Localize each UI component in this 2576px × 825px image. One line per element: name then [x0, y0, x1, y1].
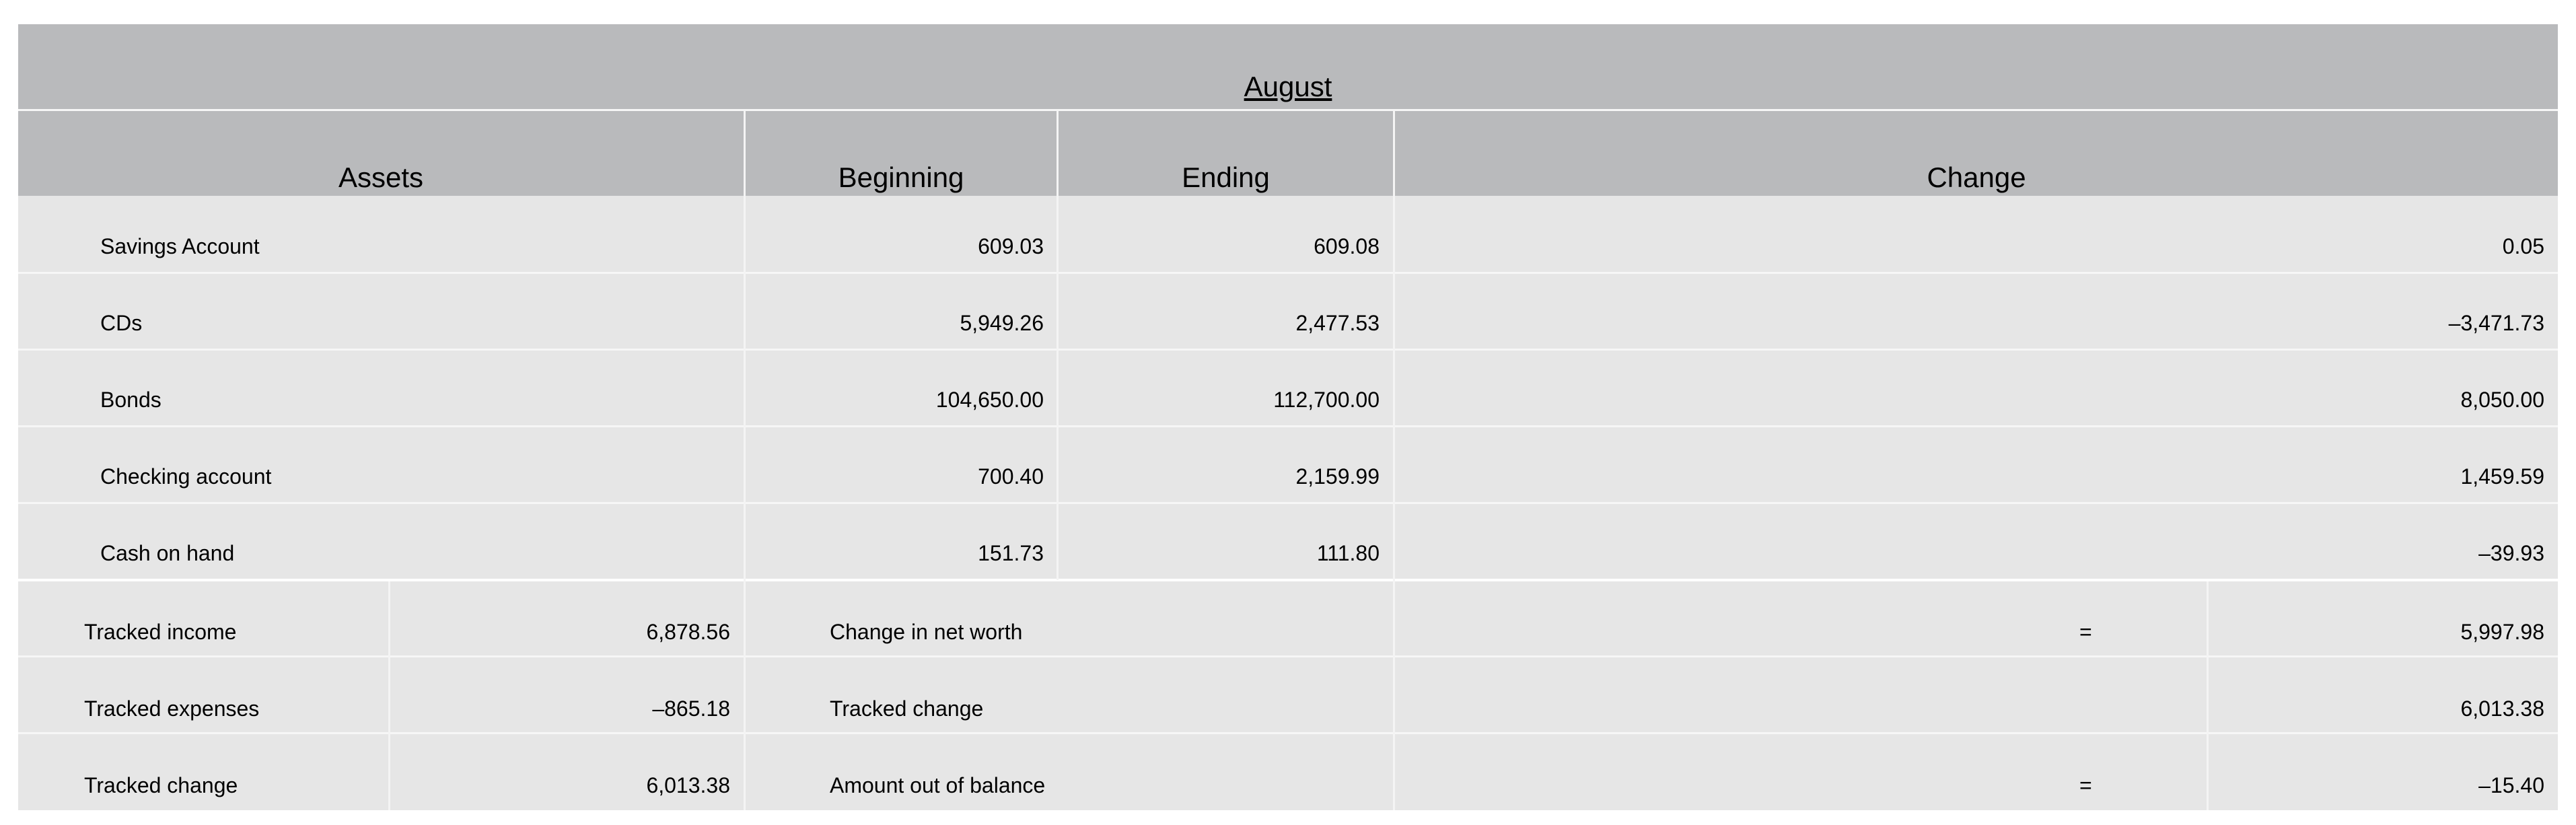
header-assets[interactable]	[18, 110, 744, 196]
asset-ending-bonds[interactable]: 112,700.00	[1273, 388, 1380, 412]
spreadsheet-table	[18, 24, 2558, 810]
asset-change-bonds[interactable]: 8,050.00	[2460, 388, 2544, 412]
summary-equals-net-worth[interactable]: =	[2079, 620, 2092, 644]
summary-label-tracked-change[interactable]: Tracked change	[830, 696, 984, 721]
asset-name-cds[interactable]: CDs	[100, 311, 143, 335]
asset-beginning-savings[interactable]: 609.03	[978, 234, 1044, 258]
header-beginning-label: Beginning	[838, 161, 964, 193]
column-divider	[1393, 110, 1395, 810]
asset-change-cds[interactable]: –3,471.73	[2448, 311, 2544, 335]
row-divider	[18, 732, 2558, 734]
header-change[interactable]	[1395, 110, 2558, 196]
row-divider	[18, 425, 2558, 427]
asset-name-bonds[interactable]: Bonds	[100, 388, 162, 412]
summary-label-expenses[interactable]: Tracked expenses	[84, 696, 260, 721]
row-divider	[18, 349, 2558, 351]
asset-beginning-checking[interactable]: 700.40	[978, 464, 1044, 489]
row-divider	[18, 655, 2558, 657]
asset-name-savings[interactable]: Savings Account	[100, 234, 260, 258]
header-ending[interactable]	[1059, 110, 1393, 196]
table-title[interactable]: August	[1244, 71, 1332, 102]
column-divider	[744, 110, 746, 810]
row-divider	[18, 272, 2558, 274]
summary-label-net-worth[interactable]: Change in net worth	[830, 620, 1023, 644]
header-change-label: Change	[1927, 161, 2026, 193]
asset-ending-cds[interactable]: 2,477.53	[1295, 311, 1380, 335]
summary-value-expenses[interactable]: –865.18	[652, 696, 730, 721]
header-ending-label: Ending	[1182, 161, 1270, 193]
row-divider	[18, 109, 2558, 111]
row-divider	[18, 502, 2558, 504]
summary-label-out-of-balance[interactable]: Amount out of balance	[830, 773, 1046, 797]
summary-value-net-worth[interactable]: 5,997.98	[2460, 620, 2544, 644]
header-beginning[interactable]	[746, 110, 1057, 196]
asset-beginning-bonds[interactable]: 104,650.00	[935, 388, 1044, 412]
asset-ending-cash[interactable]: 111.80	[1316, 541, 1380, 565]
summary-value-tracked-change[interactable]: 6,013.38	[2460, 696, 2544, 721]
summary-value-change[interactable]: 6,013.38	[646, 773, 730, 797]
table-title-band	[18, 24, 2558, 109]
asset-name-cash[interactable]: Cash on hand	[100, 541, 235, 565]
asset-change-savings[interactable]: 0.05	[2502, 234, 2544, 258]
summary-value-income[interactable]: 6,878.56	[646, 620, 730, 644]
header-assets-label: Assets	[338, 161, 424, 193]
summary-value-out-of-balance[interactable]: –15.40	[2478, 773, 2544, 797]
asset-change-checking[interactable]: 1,459.59	[2460, 464, 2544, 489]
asset-ending-savings[interactable]: 609.08	[1314, 234, 1380, 258]
summary-equals-out-of-balance[interactable]: =	[2079, 773, 2092, 797]
column-divider	[1057, 110, 1059, 580]
summary-label-income[interactable]: Tracked income	[84, 620, 237, 644]
asset-name-checking[interactable]: Checking account	[100, 464, 272, 489]
asset-ending-checking[interactable]: 2,159.99	[1295, 464, 1380, 489]
summary-label-change[interactable]: Tracked change	[84, 773, 238, 797]
asset-beginning-cds[interactable]: 5,949.26	[960, 311, 1044, 335]
asset-change-cash[interactable]: –39.93	[2478, 541, 2544, 565]
asset-beginning-cash[interactable]: 151.73	[978, 541, 1044, 565]
section-divider	[18, 579, 2558, 581]
